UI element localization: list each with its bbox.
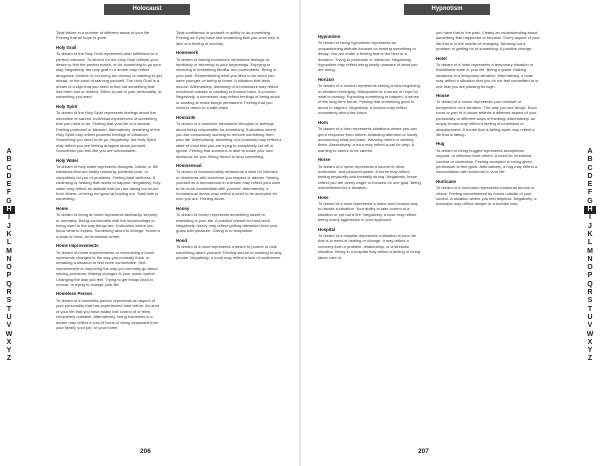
index-letter-i: I — [589, 214, 591, 222]
entry-heading: Horse — [318, 157, 331, 163]
entry-heading: Hug — [436, 141, 445, 147]
entry-text: To dream of being at home represents familiarity, security, or normalcy. Being comfortable with the surroundings or being used to the way things are. A situation where you know what to expect. Something about to change. Home is a state of mind, an emotional center. — [56, 212, 161, 239]
index-letter-y: Y — [6, 347, 12, 355]
index-letter-g: G — [587, 197, 593, 205]
index-letter-w: W — [586, 330, 594, 338]
entry-text: To dream of a house represents your mindset or perspective on a situation. The way you see things. Each room or part of a house reflects a different aspect of your personality or different ways of thinking. Alternatively, an empty house may reflect a feeling of loneliness or abandonment. A house that is falling apart may reflect a life that is failing. — [436, 99, 537, 137]
entry-heading: Homosexual — [176, 162, 202, 168]
index-letter-l: L — [6, 239, 12, 247]
index-letter-i: I — [8, 214, 10, 222]
entry-heading: Hurricane — [436, 178, 457, 184]
entry-heading: Hose — [318, 194, 329, 200]
entry-text: To dream of homosexuality represents a wish for intimacy or closeness with someone you respect or admire. Seeing yourself as a homosexual in a dream may reflect your wish to be more comfortable with yourself. Alternatively, a homosexual dream may reflect a need to be accepted for who you are. Feeling alone. — [176, 169, 281, 202]
index-letter-z: Z — [6, 355, 12, 363]
entry-heading: Honey — [176, 205, 190, 211]
entry-text: To dream of honey represents something sweet or rewarding in your life. A positive reward for hard work. Negatively, honey may reflect getting distracted from your goals with pleasure. Giving in to temptation. — [176, 212, 278, 234]
alphabet-index — [3, 148, 15, 364]
index-letter-d: D — [587, 172, 593, 180]
entry-text: To dream of a horn represents situations where you can get a response from others. Attracting attention or loudly announcing what you want. Warning others or alerting them. Alternatively, a horn may reflect a call for help. A warning to others to be careful. — [318, 126, 418, 153]
index-letter-u: U — [6, 313, 12, 321]
index-letter-x: X — [6, 338, 12, 346]
index-letter-n: N — [6, 255, 12, 263]
entry-heading: Holy Grail — [56, 44, 77, 50]
index-letter-x: X — [587, 338, 593, 346]
index-letter-y: Y — [587, 347, 593, 355]
text-columns — [56, 30, 282, 430]
entry-text: Total failure in a number of different areas of your life. Feeling that all hope is gone. — [56, 30, 151, 41]
entry-text: To dream of a homeless person represents an aspect of your personality that has experienced total failure. An area of your life that you have totally lost control of or feels completely unstable. Alternatively, being homeless in a dream may reflect a loss of focus or being separated from your family, your job, or your home. — [56, 297, 160, 330]
entry-heading: Home — [56, 205, 68, 211]
entry-text: To dream of a hose represents a direct and focused way to handle a situation. Your ability to take control of a situation or put out a fire. Negatively, a hose may reflect being overly aggressive in your approach. — [318, 200, 418, 223]
index-letter-s: S — [6, 297, 12, 305]
entry-heading: Homework — [176, 50, 198, 56]
index-letter-v: V — [587, 322, 593, 330]
index-letter-k: K — [587, 230, 593, 238]
index-letter-f: F — [6, 189, 12, 197]
index-letter-r: R — [587, 289, 593, 297]
entry-text: To dream of a hurricane represents emotional turmoil or chaos. Feeling overwhelmed by forces outside of your control. A situation where you feel helpless. Negatively, a hurricane may reflect danger or a sudden loss. — [436, 185, 537, 207]
alphabet-index — [584, 148, 596, 364]
entry-text: To dream of a hood represents a desire to protect or hide something about yourself. Feeling secure or wanting to stay private. Negatively, a hood may reflect a lack of confidence. — [176, 244, 282, 261]
entry-text: To dream of a horizon represents seeing a new beginning or situation emerging. Anticipation or a sense of hope for what is coming. Expecting something to happen. A sense of the long term future. Feeling that something good is about to happen. Negatively, a horizon may reflect uncertainty about the future. — [318, 83, 420, 116]
entry-heading: Homeless Person — [56, 291, 93, 297]
index-letter-c: C — [587, 164, 593, 172]
index-letter-f: F — [587, 189, 593, 197]
index-letter-e: E — [6, 181, 12, 189]
column-1 — [56, 30, 162, 430]
entry-heading: Horizon — [318, 76, 334, 82]
entry-heading: Homicide — [176, 114, 196, 120]
index-letter-l: L — [587, 239, 593, 247]
index-letter-a: A — [587, 148, 593, 155]
entry-heading: House — [436, 93, 450, 99]
entry-text: To dream of a hospital represents a situation in your life that is in need of healing or change. It may reflect a recovery from a problem, relationship, or a stressful situation. Being in a hospital may reflect a feeling of being taken care of. — [318, 233, 421, 260]
entry-text: To dream of a homicide represents thoughts or feelings about being responsible for something. A situation where you are consciously working to remove something from your life. Alternatively, dreaming of a homicide may reflect a state of mind that you are trying to completely cut off or ignore. Feeling that someone is able to make your own decisions for you. Being forced to stop something. — [176, 121, 282, 159]
index-letter-b: B — [587, 156, 593, 164]
page-number: 206 — [140, 448, 151, 455]
index-letter-v: V — [6, 322, 12, 330]
entry-heading: Hypnotism — [318, 34, 341, 39]
entry-text: Total confidence in yourself or ability to do something. Feeling as if you have lost something that you once had. A lack of a feeling of security. — [176, 30, 280, 46]
index-letter-m: M — [587, 247, 593, 255]
column-2 — [176, 30, 282, 430]
entry-heading: Hospital — [318, 226, 335, 232]
index-letter-d: D — [6, 172, 12, 180]
index-letter-h: H — [3, 206, 15, 214]
entry-text: To dream of home improvements or remodeling a home represents changes to the way you normally think, or remaking a situation to feel more comfortable. Self-improvement or improving the way you normally go about solving problems. Making changes to your usual routine. Changing the way you feel. Trying to get things back to normal, or trying to change your life. — [56, 249, 158, 288]
entry-text: To dream of having homework represents feelings of familiarity or returning to your beginnings. Enjoying or returning to something familiar and comfortable. Being in your past. Remembering what you liked to do when you were younger, or being at home. A situation that feels secure. Alternatively, dreaming of a homework may reflect emotional unease or needing to bounce back. A concern. Negatively, a homework may reflect feelings of being stuck or wanting to make things permanent. Feeling that you need to return to a safe place. — [176, 56, 280, 111]
entry-text: To dream of holy water represents thoughts, habits, or life situations that are totally restoring, perfectly pure, or completely rid you of problems. Feeling total wellness. A cleansing or healing that needs to happen. Negatively, holy water may reflect an attitude that you are taking too much from others, or being too good at holding out. Total faith in something. — [56, 163, 161, 202]
entry-heading: Hood — [176, 237, 187, 243]
text-columns — [318, 30, 540, 430]
entry-heading: Hotel — [436, 55, 447, 61]
index-letter-t: T — [587, 305, 593, 313]
index-letter-a: A — [6, 148, 12, 155]
index-letter-e: E — [587, 181, 593, 189]
index-letter-o: O — [587, 264, 593, 272]
page-header: Hypnotism — [404, 4, 490, 15]
index-letter-j: J — [7, 222, 11, 230]
entry-text: To dream of being hypnotized represents an unquestioning attitude focused on making something to decay. You are under a feeling that is the best or a decision. Trying to persuade or influence. Negatively, hypnotism may reflect being totally unaware of what you are doing. — [318, 40, 418, 73]
entry-heading: Holy Water — [56, 157, 79, 163]
column-2 — [436, 30, 540, 430]
index-letter-q: Q — [587, 280, 593, 288]
index-letter-z: Z — [587, 355, 593, 363]
index-letter-r: R — [6, 289, 12, 297]
entry-heading: Home Improvements — [56, 243, 99, 249]
entry-text: To dream of being hugged represents acceptance, support, or affection from others. A need for emotional comfort or closeness. Feeling accepted or being given permission to feel good. Alternatively, a hug may reflect a reconciliation with someone in your life. — [436, 147, 538, 175]
index-letter-p: P — [6, 272, 12, 280]
index-letter-w: W — [5, 330, 13, 338]
index-letter-p: P — [587, 272, 593, 280]
entry-heading: Horn — [318, 119, 329, 125]
page-header: Holocaust — [104, 4, 190, 15]
entry-text: To dream of a horse represents a source of drive, motivation, and personal power. A horse may reflect feeling physically and mentally strong. Negatively, horse reflect you are overly eager or focused on one goal. Being overwhelmed by a situation. — [318, 163, 421, 191]
entry-text: To dream of a hotel represents a temporary situation or transitional state in your life. Being a guest. Making decisions in a temporary situation. Alternatively, a hotel may reflect a situation that you do not feel committed to or one that you are passing through. — [436, 62, 539, 89]
index-letter-b: B — [6, 156, 12, 164]
column-1 — [318, 30, 422, 430]
index-letter-c: C — [6, 164, 12, 172]
index-letter-h: H — [584, 206, 596, 214]
right-page — [300, 0, 600, 466]
index-letter-g: G — [6, 197, 12, 205]
index-letter-q: Q — [6, 280, 12, 288]
index-letter-j: J — [588, 222, 592, 230]
index-letter-k: K — [6, 230, 12, 238]
index-letter-n: N — [587, 255, 593, 263]
entry-text: To dream of the Holy Spirit represents feelings about the incredible or sacred. Individual experiences of something that you need to do. Feeling that your life is a miracle. Feeling protected or blessed. Alternatively, dreaming of the Holy Spirit may reflect powerful feelings of influence. Something you need to let go. Negatively, the Holy Spirit may reflect you are feeling arrogant about yourself. Sometimes you feel like you are untouchable. — [56, 110, 160, 154]
entry-text: To dream of the Holy Grail represents wish fulfillment or a perfect outcome. To search for the Holy Grail reflects your desire to find the perfect match, or for something to go your way. Negatively, the holy grail in a dream may reflect arrogance, believe in not being too choosy or wanting to get ahead, or the point of starving yourself. The Holy Grail is a dream is a sign that you need to find out something that has been lost or missed. Either a part of your personality, or something you want. — [56, 51, 162, 100]
index-letter-u: U — [587, 313, 593, 321]
index-letter-t: T — [6, 305, 12, 313]
index-letter-s: S — [587, 297, 593, 305]
index-letter-o: O — [6, 264, 12, 272]
entry-text: you have that in the past. Clearly an understanding about something that happened or emotion. Every aspect of your life that is in the middle of changing. Working out a problem or getting rid of something. A positive change. — [436, 30, 540, 52]
page-number: 207 — [418, 448, 429, 455]
entry-heading: Holy Spirit — [56, 103, 78, 109]
index-letter-m: M — [6, 247, 12, 255]
